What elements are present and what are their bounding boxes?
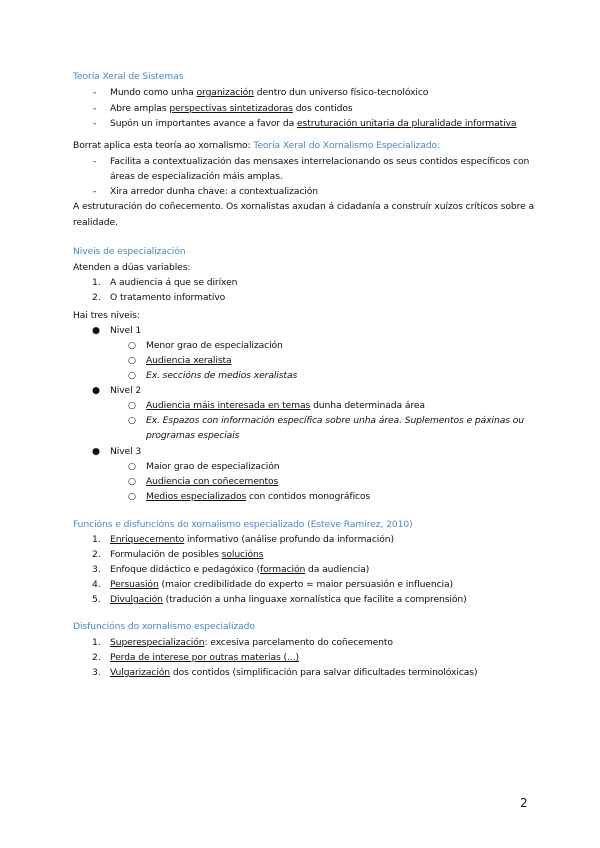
list-item: Facilita a contextualización das mensaxes interrelacionando os seus contidos específicos con <box>110 156 530 167</box>
list-number: 5. <box>92 594 101 605</box>
list-number: 4. <box>92 579 101 590</box>
dash-bullet: - <box>93 156 97 167</box>
page-number: 2 <box>520 796 528 810</box>
list-number: 2. <box>92 549 101 560</box>
list-number: 1. <box>92 637 101 648</box>
list-item: Persuasión (maior credibilidade do experto = maior persuasión e influencia) <box>110 579 453 590</box>
section-heading-niveis: Niveis de especialización <box>73 246 186 257</box>
dash-bullet: - <box>93 87 97 98</box>
list-item: Abre amplas perspectivas sintetizadoras dos contidos <box>110 103 353 114</box>
circle-bullet: ○ <box>128 355 137 366</box>
dash-bullet: - <box>93 118 97 129</box>
level-label: Nivel 2 <box>110 385 142 396</box>
list-item: Divulgación (tradución a unha linguaxe xornalística que facilite a comprensión) <box>110 594 467 605</box>
sub-item-cont: programas especiais <box>146 430 240 441</box>
list-item: O tratamento informativo <box>110 292 226 303</box>
circle-bullet: ○ <box>128 340 137 351</box>
circle-bullet: ○ <box>128 461 137 472</box>
sub-item: Ex. seccións de medios xeralistas <box>146 370 298 381</box>
level-label: Nivel 1 <box>110 325 142 336</box>
section-heading-disfuncions: Disfuncións do xornalismo especializado <box>73 621 255 632</box>
circle-bullet: ○ <box>128 491 137 502</box>
list-item: Perda de interese por outras materias (...) <box>110 652 299 663</box>
list-item: Vulgarización dos contidos (simplificación para salvar dificultades terminolóxicas) <box>110 667 478 678</box>
list-item: A audiencia á que se diríxen <box>110 277 238 288</box>
level-label: Nivel 3 <box>110 446 142 457</box>
sub-item: Menor grao de especialización <box>146 340 283 351</box>
tres-niveis-text: Hai tres niveis: <box>73 310 140 321</box>
list-item: Enriquecemento informativo (análise profundo da información) <box>110 534 394 545</box>
sub-item: Audiencia con coñecementos <box>146 476 279 487</box>
circle-bullet: ○ <box>128 370 137 381</box>
paragraph: A estruturación do coñecemento. Os xornalistas axudan á cidadanía a construír xuízos críticos sobre a <box>73 201 534 212</box>
borrat-line: Borrat aplica esta teoría ao xornalismo: Teoría Xeral do Xornalismo Especializado: <box>73 140 441 151</box>
sub-item: Audiencia máis interesada en temas dunha determinada área <box>146 400 425 411</box>
disc-bullet: ● <box>92 446 101 457</box>
dash-bullet: - <box>93 103 97 114</box>
sub-item: Medios especializados con contidos monográficos <box>146 491 371 502</box>
list-item: Superespecialización: excesiva parcelamento do coñecemento <box>110 637 393 648</box>
circle-bullet: ○ <box>128 400 137 411</box>
disc-bullet: ● <box>92 385 101 396</box>
section-heading-teoria-xeral: Teoría Xeral de Sistemas <box>73 71 184 82</box>
list-number: 3. <box>92 667 101 678</box>
list-number: 1. <box>92 534 101 545</box>
list-item: Mundo como unha organización dentro dun universo físico-tecnolóxico <box>110 87 429 98</box>
list-number: 1. <box>92 277 101 288</box>
paragraph-cont: realidade. <box>73 217 118 228</box>
sub-item: Ex. Espazos con información específica sobre unha área. Suplementos e páxinas ou <box>146 415 524 426</box>
dash-bullet: - <box>93 186 97 197</box>
list-item: Xira arredor dunha chave: a contextualización <box>110 186 318 197</box>
list-number: 2. <box>92 652 101 663</box>
disc-bullet: ● <box>92 325 101 336</box>
list-item: Supón un importantes avance a favor da estruturación unitaria da pluralidade informativa <box>110 118 517 129</box>
list-number: 3. <box>92 564 101 575</box>
list-number: 2. <box>92 292 101 303</box>
sub-item: Maior grao de especialización <box>146 461 280 472</box>
sub-item: Audiencia xeralista <box>146 355 232 366</box>
list-item-cont: áreas de especialización máis amplas. <box>110 171 283 182</box>
circle-bullet: ○ <box>128 476 137 487</box>
intro-text: Atenden a dúas variables: <box>73 262 191 273</box>
circle-bullet: ○ <box>128 415 137 426</box>
section-heading-funcions: Funcións e disfuncións do xornalismo especializado (Esteve Ramírez, 2010) <box>73 519 413 530</box>
list-item: Formulación de posibles solucións <box>110 549 264 560</box>
list-item: Enfoque didáctico e pedagóxico (formación da audiencia) <box>110 564 370 575</box>
